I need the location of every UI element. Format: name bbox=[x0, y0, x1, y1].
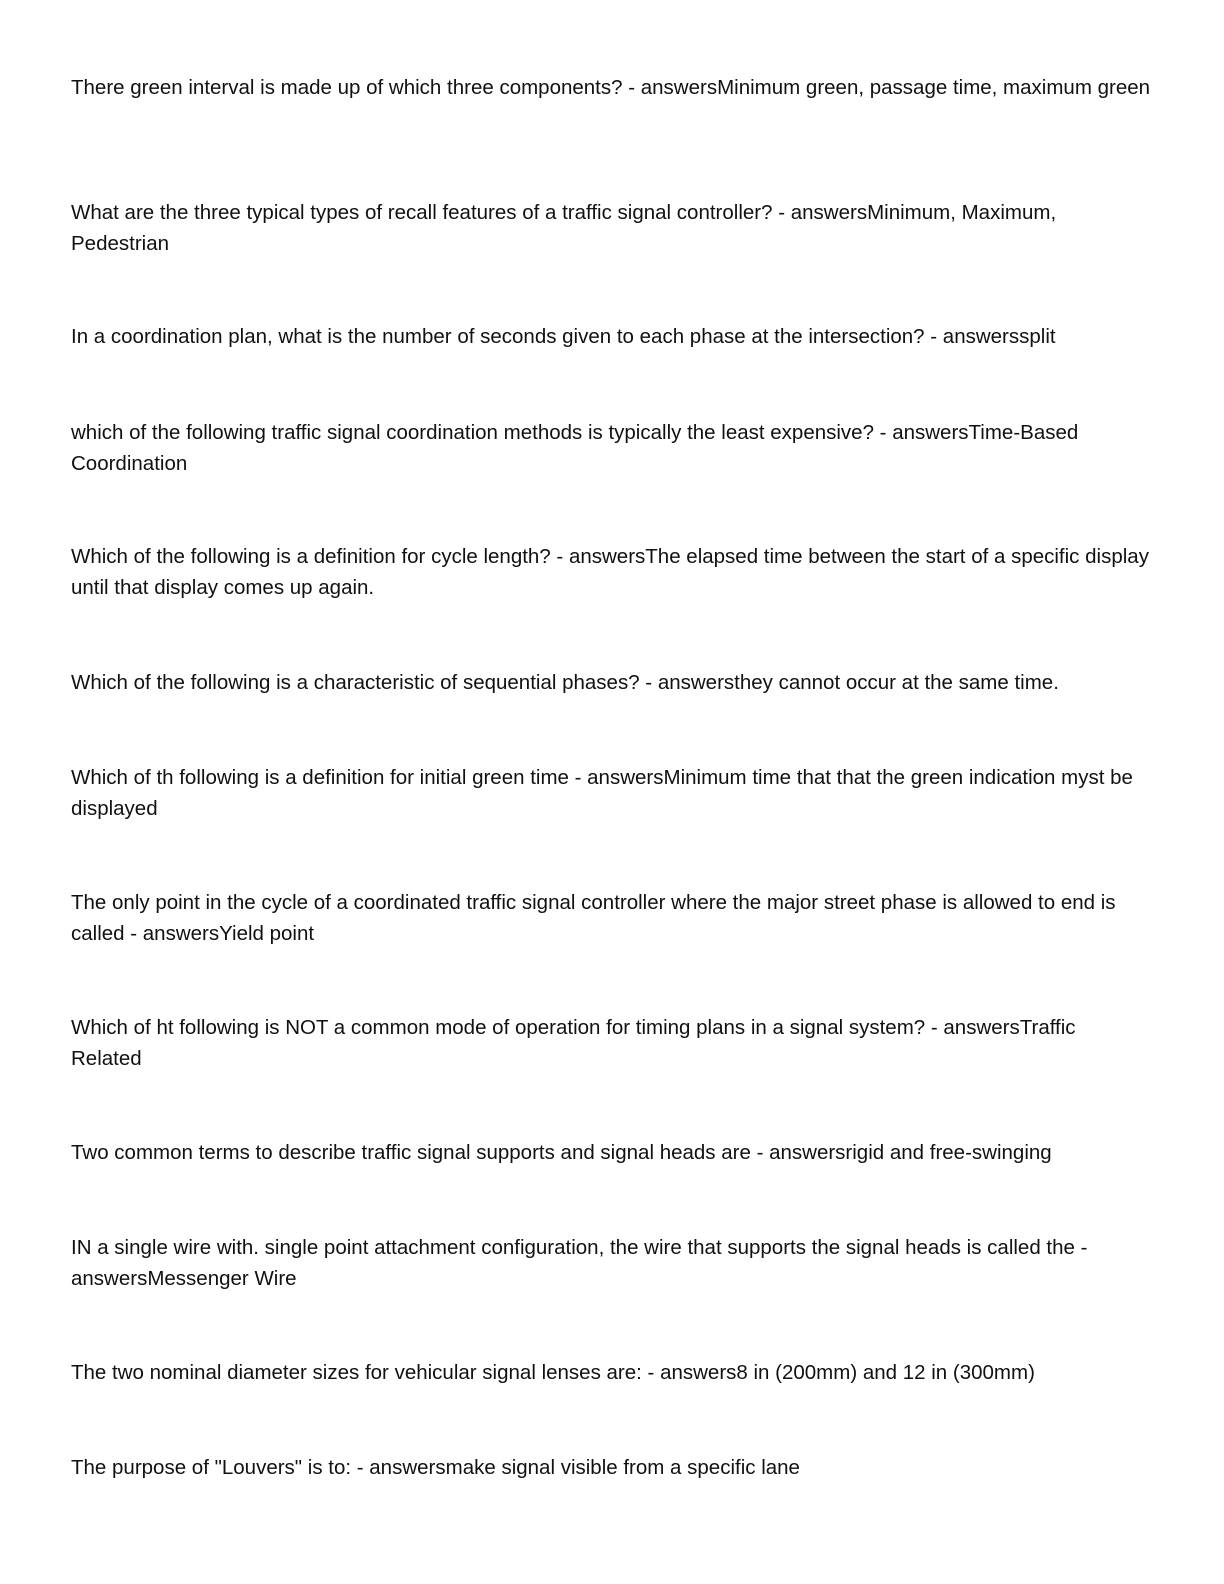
qa-entry-9: Which of ht following is NOT a common mode of operation for timing plans in a signal system? - answersTraffic Related bbox=[71, 1016, 1076, 1070]
qa-entry-13: The purpose of "Louvers" is to: - answersmake signal visible from a specific lane bbox=[71, 1456, 800, 1479]
qa-entry-1: There green interval is made up of which three components? - answersMinimum green, passage time, maximum green bbox=[71, 76, 1151, 99]
qa-entry-4: which of the following traffic signal coordination methods is typically the least expensive? - answersTime-Based Coordination bbox=[71, 421, 1079, 475]
qa-entry-6: Which of the following is a characteristic of sequential phases? - answersthey cannot occur at the same time. bbox=[71, 671, 1059, 694]
qa-entry-3: In a coordination plan, what is the number of seconds given to each phase at the intersection? - answerssplit bbox=[71, 325, 1056, 348]
qa-entry-7: Which of th following is a definition for initial green time - answersMinimum time that that the green indication myst be displayed bbox=[71, 766, 1133, 820]
qa-entry-2: What are the three typical types of recall features of a traffic signal controller? - answersMinimum, Maximum, Pedestrian bbox=[71, 201, 1057, 255]
qa-entry-5: Which of the following is a definition for cycle length? - answersThe elapsed time between the start of a specific display until that display comes up again. bbox=[71, 545, 1149, 599]
qa-entry-12: The two nominal diameter sizes for vehicular signal lenses are: - answers8 in (200mm) and 12 in (300mm) bbox=[71, 1361, 1035, 1384]
qa-entry-10: Two common terms to describe traffic signal supports and signal heads are - answersrigid and free-swinging bbox=[71, 1141, 1052, 1164]
qa-entry-8: The only point in the cycle of a coordinated traffic signal controller where the major street phase is allowed to end is called - answersYield point bbox=[71, 891, 1116, 945]
qa-entry-11: IN a single wire with. single point attachment configuration, the wire that supports the signal heads is called the - answersMessenger Wire bbox=[71, 1236, 1088, 1290]
